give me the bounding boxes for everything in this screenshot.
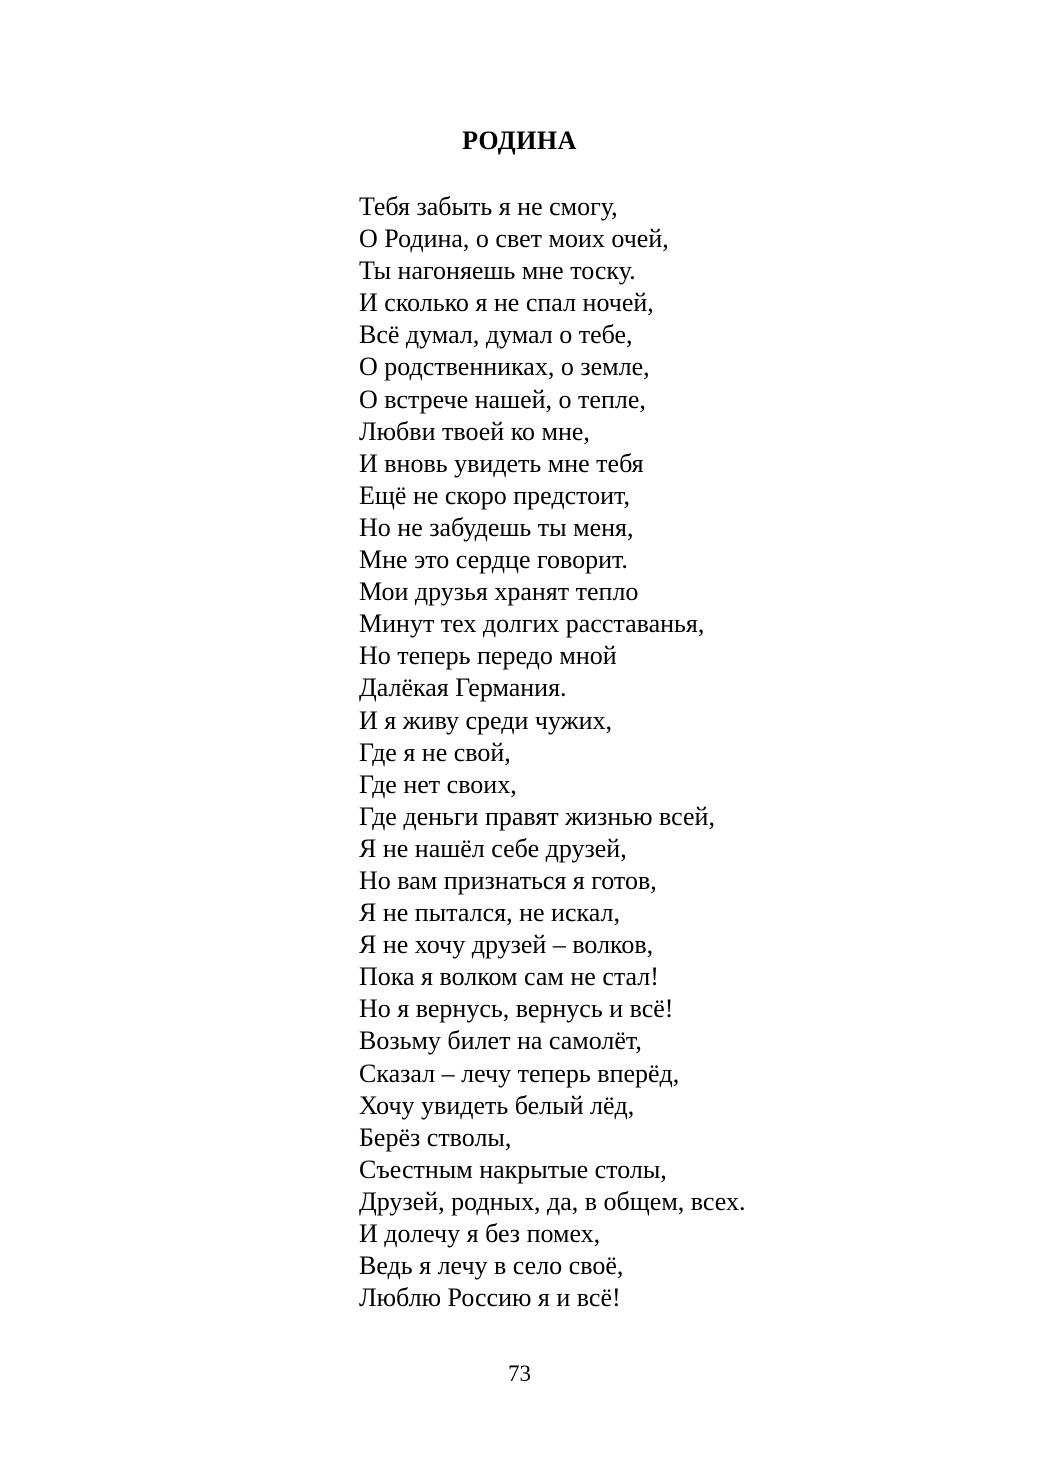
page-number: 73: [508, 1361, 531, 1386]
poem-line: Друзей, родных, да, в общем, всех.: [359, 1186, 746, 1216]
poem-line: Возьму билет на самолёт,: [359, 1026, 642, 1056]
poem-line: И долечу я без помех,: [359, 1219, 601, 1248]
poem-line: Любви твоей ко мне,: [359, 416, 590, 446]
poem-line: Хочу увидеть белый лёд,: [359, 1090, 635, 1120]
poem-line: Ты нагоняешь мне тоску.: [359, 256, 636, 286]
poem-line: Мои друзья хранят тепло: [359, 577, 639, 607]
poem-line: Где я не свой,: [359, 737, 511, 767]
poem-line: Далёкая Германия.: [359, 673, 567, 703]
poem-line: Мне это сердце говорит.: [359, 545, 628, 575]
poem-line: Минут тех долгих расставанья,: [359, 609, 705, 639]
poem-line: Я не нашёл себе друзей,: [359, 833, 627, 863]
poem-line: Ещё не скоро предстоит,: [359, 480, 630, 510]
poem-line: Берёз стволы,: [359, 1122, 512, 1152]
poem-line: И вновь увидеть мне тебя: [359, 448, 644, 478]
poem-line: Всё думал, думал о тебе,: [359, 320, 633, 350]
poem-line: Я не пытался, не искал,: [359, 898, 620, 928]
poem-line: Я не хочу друзей – волков,: [359, 930, 654, 960]
poem-line: Пока я волком сам не стал!: [359, 962, 659, 992]
poem-line: О Родина, о свет моих очей,: [359, 224, 669, 254]
poem-line: О встрече нашей, о тепле,: [359, 384, 646, 414]
poem-line: Где нет своих,: [359, 769, 517, 799]
poem-line: Но теперь передо мной: [359, 641, 617, 671]
poem-line: Ведь я лечу в село своё,: [359, 1251, 624, 1281]
poem-line: Тебя забыть я не смогу,: [359, 192, 618, 221]
poem-line: Съестным накрытые столы,: [359, 1154, 667, 1184]
poem-line: Люблю Россию я и всё!: [359, 1283, 621, 1313]
poem-line: Но вам признаться я готов,: [359, 865, 657, 895]
poem-title: РОДИНА: [462, 126, 577, 155]
poem-body: [359, 191, 745, 1314]
poem-line: И я живу среди чужих,: [359, 705, 612, 735]
poem-line: Но я вернусь, вернусь и всё!: [359, 994, 674, 1024]
poem-line: И сколько я не спал ночей,: [359, 288, 654, 318]
poem-line: Где деньги правят жизнью всей,: [359, 801, 715, 831]
poem-line: О родственниках, о земле,: [359, 352, 650, 382]
poem-line: Но не забудешь ты меня,: [359, 512, 634, 542]
poem-line: Сказал – лечу теперь вперёд,: [359, 1058, 680, 1088]
